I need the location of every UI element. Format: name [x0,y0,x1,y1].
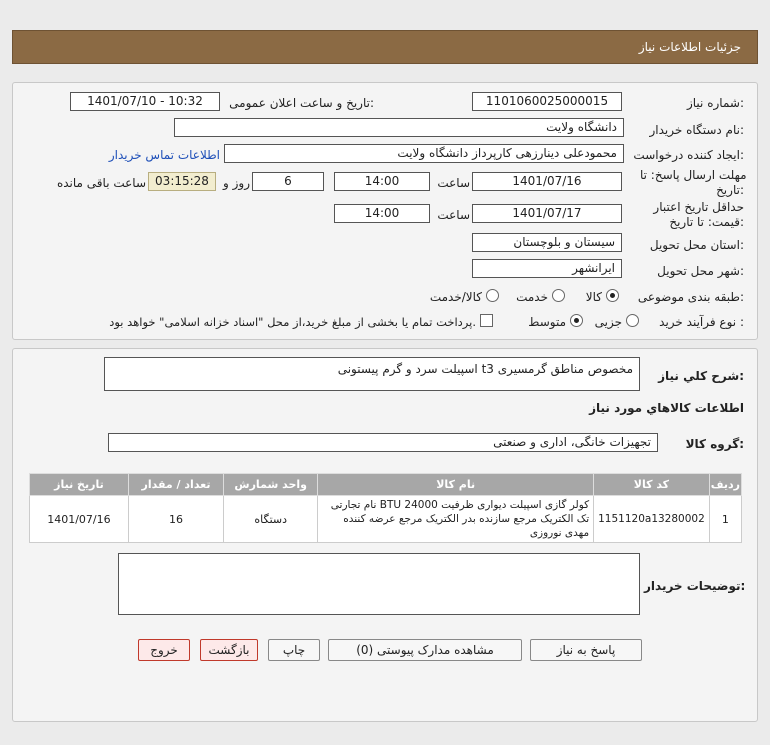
province-field: سیستان و بلوچستان [472,233,622,252]
deadline-date-field: 1401/07/16 [472,172,622,191]
buyer-notes-box [118,553,640,615]
announce-label: تاریخ و ساعت اعلان عمومی: [229,96,374,110]
col-goods-code: کد کالا [594,474,710,496]
category-service-label: خدمت [516,290,548,304]
col-row: ردیف [709,474,741,496]
goods-table [29,473,742,543]
process-medium-label: متوسط [528,315,566,329]
table-row [30,496,742,543]
validity-label-line2: قیمت: تا تاریخ: [669,215,744,229]
goods-table-header [30,474,742,496]
need-number-label: شماره نیاز: [686,96,744,110]
reply-button[interactable]: پاسخ به نیاز [530,639,642,661]
summary-label: شرح کلي نياز: [658,369,744,383]
province-label: استان محل تحویل: [649,238,744,252]
remaining-time-field: 03:15:28 [148,172,216,191]
remaining-label: ساعت باقی مانده [56,176,146,190]
view-attachments-button[interactable]: مشاهده مدارک پیوستی (0) [328,639,522,661]
back-button[interactable]: بازگشت [200,639,258,661]
contact-buyer-link[interactable]: اطلاعات تماس خریدار [108,148,220,162]
exit-button[interactable]: خروج [138,639,190,661]
col-unit: واحد شمارش [224,474,318,496]
process-label: نوع فرآیند خرید : [659,315,744,329]
buyer-org-field: دانشگاه ولایت [174,118,624,137]
validity-time-field: 14:00 [334,204,430,223]
days-label: روز و [223,176,250,190]
treasury-payment-note: پرداخت تمام یا بخشی از مبلغ خرید،از محل "اسناد خزانه اسلامی" خواهد بود. [109,315,476,329]
goods-group-label: گروه کالا: [685,437,744,451]
col-goods-name: نام کالا [318,474,594,496]
page-title-bar [12,30,758,64]
cell-goods-code: 1151120a13280002 [594,496,710,543]
process-radio-minor[interactable] [626,314,639,327]
cell-need-date: 1401/07/16 [30,496,129,543]
treasury-payment-checkbox[interactable] [480,314,493,327]
buyer-notes-label: توضیحات خریدار: [644,579,746,593]
cell-quantity: 16 [128,496,223,543]
buyer-org-label: نام دستگاه خریدار: [649,123,744,137]
creator-label: ایجاد کننده درخواست: [633,148,744,162]
deadline-time-label: ساعت [437,176,470,190]
print-button[interactable]: چاپ [268,639,320,661]
creator-field: محمودعلی دینارزهی کارپرداز دانشگاه ولایت [224,144,624,163]
process-minor-label: جزیی [594,315,622,329]
process-radio-medium[interactable] [570,314,583,327]
cell-unit: دستگاه [224,496,318,543]
summary-field: اسپیلت سرد و گرم پیستونی t3 مخصوص مناطق گرمسیری [104,357,640,391]
category-label: طبقه بندی موضوعی: [637,290,744,304]
category-goods-label: کالا [585,290,602,304]
category-radio-service[interactable] [552,289,565,302]
validity-date-field: 1401/07/17 [472,204,622,223]
announce-field: 1401/07/10 - 10:32 [70,92,220,111]
col-need-date: تاریخ نیاز [30,474,129,496]
col-quantity: تعداد / مقدار [128,474,223,496]
page-title: جزئیات اطلاعات نیاز [638,40,741,54]
category-goods-service-label: کالا/خدمت [429,290,482,304]
city-field: ایرانشهر [472,259,622,278]
deadline-time-field: 14:00 [334,172,430,191]
validity-label-line1: حداقل تاریخ اعتبار [653,200,744,214]
cell-goods-name: کولر گازی اسپیلت دیواری ظرفیت 24000 BTU نام تجارتی تک الکتریک مرجع سازنده بدر الکتریک مرجع عرضه کننده مهدی نوروزی [318,496,594,543]
goods-table-wrapper [29,473,742,543]
deadline-label-line2: تاریخ: [716,183,744,197]
days-field: 6 [252,172,324,191]
goods-info-title: اطلاعات کالاهاي مورد نياز [589,401,744,415]
goods-group-field: تجهیزات خانگی، اداری و صنعتی [108,433,658,452]
need-number-field: 1101060025000015 [472,92,622,111]
category-radio-goods-service[interactable] [486,289,499,302]
deadline-label-line1: مهلت ارسال پاسخ: تا [640,168,747,182]
cell-row: 1 [709,496,741,543]
validity-time-label: ساعت [437,208,470,222]
category-radio-goods[interactable] [606,289,619,302]
city-label: شهر محل تحویل: [657,264,744,278]
